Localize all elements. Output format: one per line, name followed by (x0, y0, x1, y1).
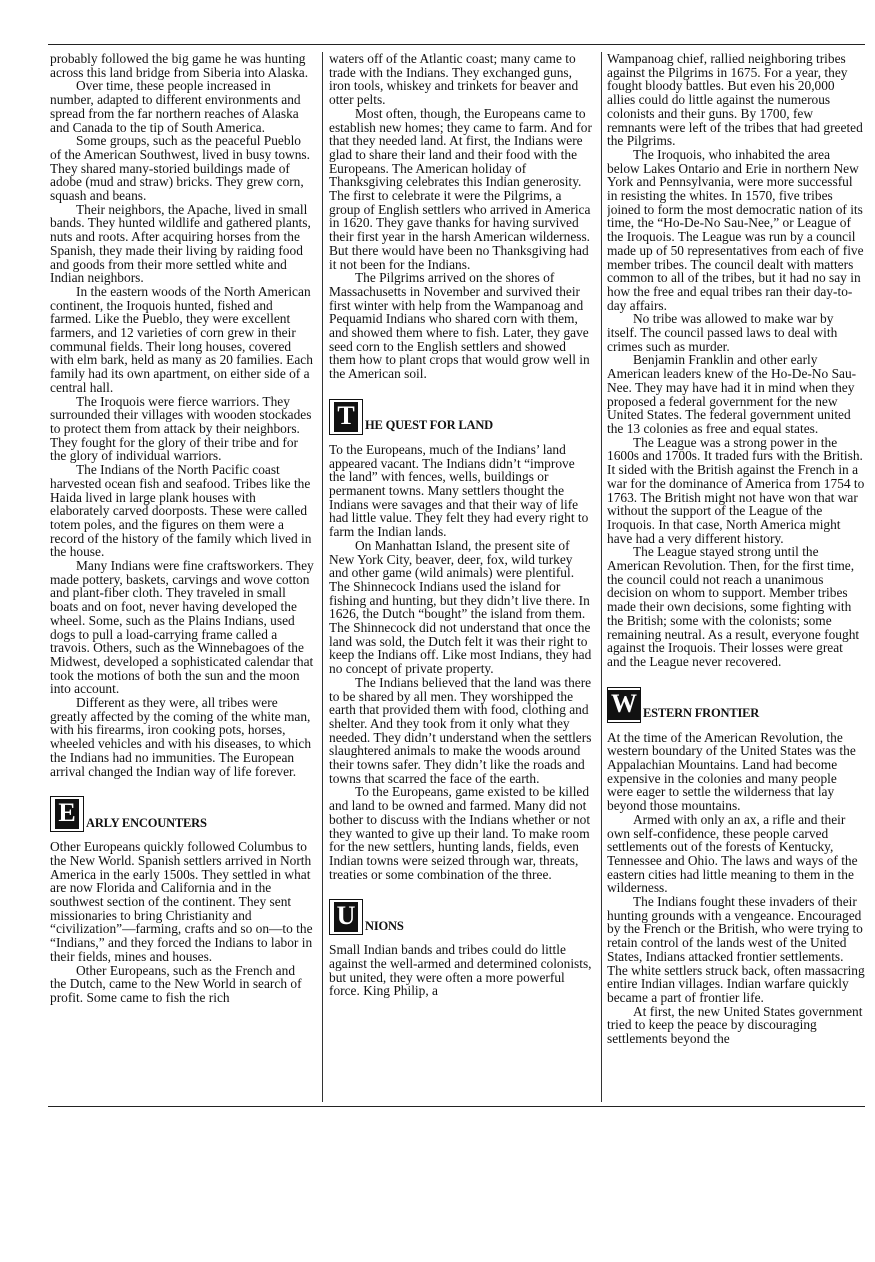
section-heading-text: NIONS (365, 918, 404, 933)
column-3 (607, 52, 865, 1104)
paragraph: The Iroquois were fierce warriors. They surrounded their villages with wooden stockades to protect them from attack by their neighbors. They fought for the glory of their tribe and for the glory of individual warriors. (50, 393, 312, 464)
paragraph: Armed with only an ax, a rifle and their own self-confidence, these people carved settlements out of the forests of Kentucky, Tennessee and Ohio. The laws and ways of the eastern cities had little meaning to them in the wilderness. (607, 811, 858, 896)
paragraph: On Manhattan Island, the present site of New York City, beaver, deer, fox, wild turkey and other game (wild animals) were plentiful. The Shinnecock Indians used the island for fishing and hunting, but they didn’t live there. In 1626, the Dutch “bought” the island from them. The Shinnecock did not understand that once the land was sold, the Dutch felt it was their right to keep the Indians off. Like most Indians, they had no concept of private property. (329, 537, 592, 677)
section-heading-early-encounters (50, 796, 314, 832)
paragraph: The Indians believed that the land was there to be shared by all men. They worshipped the earth that provided them with food, clothing and shelter. And they took from it only what they needed. They didn’t understand when the settlers slaughtered animals to make the woods around their towns safer. They didn’t like the roads and towns that scarred the face of the earth. (329, 674, 592, 786)
drop-cap: T (329, 399, 363, 435)
paragraph: waters off of the Atlantic coast; many came to trade with the Indians. They exchanged guns, iron tools, whiskey and trinkets for beaver and otter pelts. (329, 52, 579, 108)
paragraph: Some groups, such as the peaceful Pueblo of the American Southwest, lived in busy towns. They shared many-storied buildings made of adobe (mud and straw) bricks. They grew corn, squash and beans. (50, 133, 310, 204)
paragraph: The Iroquois, who inhabited the area below Lakes Ontario and Erie in northern New York and Pennsylvania, were more successful in resisting the whites. In 1570, five tribes joined to form the most democratic nation of its time, the “Ho-De-No Sau-Nee,” or League of the Iroquois. The League was run by a council made up of 50 representatives from each of five member tribes. The council dealt with matters common to all of the tribes, but it had no say in how the free and equal tribes ran their day-to-day affairs. (607, 146, 864, 313)
paragraph: The Indians fought these invaders of their hunting grounds with a vengeance. Encouraged by the French or the British, who were trying to retain control of the lands west of the United States, Indians attacked frontier settlements. The white settlers struck back, often massacring entire Indian villages. Indian warfare quickly became a part of frontier life. (607, 894, 865, 1005)
section-heading-text: ESTERN FRONTIER (643, 705, 760, 720)
paragraph: Other Europeans quickly followed Columbus to the New World. Spanish settlers arrived in North America in the early 1500s. They settled in what are now Florida and California and in the southwest section of the continent. They sent missionaries to bring Christianity and “civilization”—farming, crafts and so on—to the “Indians,” and they forced the Indians to labor in their fields, mines and houses. (50, 839, 313, 964)
paragraph: The Pilgrims arrived on the shores of Massachusetts in November and survived their first winter with help from the Wampanoag and Pequamid Indians who shared corn with them, and showed them where to fish. Later, they gave seed corn to the English settlers and showed them how to plant crops that would grow well in the American soil. (329, 270, 590, 382)
paragraph: No tribe was allowed to make war by itself. The council passed laws to deal with crimes such as murder. (607, 311, 838, 354)
column-divider (322, 52, 323, 1102)
drop-cap: W (607, 687, 641, 723)
paragraph: Many Indians were fine craftsworkers. They made pottery, baskets, carvings and wove cotton and plant-fiber cloth. They traveled in small boats and on foot, never having developed the wheel. Some, such as the Plains Indians, used dogs to pull a load-carrying frame called a travois. Others, such as the Winnebagoes of the Midwest, developed a sophisticated calendar that took the motions of both the sun and the moon into account. (50, 558, 314, 697)
bottom-rule (48, 1106, 865, 1107)
paragraph: The League was a strong power in the 1600s and 1700s. It traded furs with the British. It sided with the British against the French in a war for the dominance of America from 1754 to 1763. The British might not have won that war without the support of the League of the Iroquois. In that case, North America might have had a very different history. (607, 434, 865, 546)
paragraph: Benjamin Franklin and other early American leaders knew of the Ho-De-No Sau-Nee. They may have had it in mind when they proposed a federal government for the new United States. The federal government united the 13 colonies as free and equal states. (607, 352, 857, 436)
paragraph: The League stayed strong until the American Revolution. Then, for the first time, the council could not reach a unanimous decision on whom to support. Member tribes made their own decisions, some fighting with the British; some with the colonists; some remaining neutral. As a result, everyone fought against the Iroquois. Their losses were great and the League never recovered. (607, 544, 860, 669)
paragraph: Wampanoag chief, rallied neighboring tribes against the Pilgrims in 1675. For a year, they fought bloody battles. But even his 20,000 allies could do little against the numerous colonists and their guns. By 1700, few remnants were left of the tribes that had greeted the Pilgrims. (607, 52, 863, 149)
paragraph: Most often, though, the Europeans came to establish new homes; they came to farm. And for that they needed land. At first, the Indians were glad to share their land and their food with the Europeans. The American holiday of Thanksgiving celebrates this Indian generosity. The first to celebrate it were the Pilgrims, a group of English settlers who arrived in America in 1620. They gave thanks for having survived their first year in the harsh American wilderness. But there would have been no Thanksgiving had it not been for the Indians. (329, 105, 592, 272)
paragraph: Over time, these people increased in number, adapted to different environments and spread from the far northern reaches of Alaska and Canada to the tip of South America. (50, 78, 301, 135)
section-heading-text: ARLY ENCOUNTERS (86, 815, 207, 830)
column-divider (601, 52, 602, 1102)
section-heading-western-frontier (607, 687, 865, 723)
column-1 (50, 52, 314, 1104)
top-rule (48, 44, 865, 45)
paragraph: To the Europeans, game existed to be killed and land to be owned and farmed. Many did not bother to discuss with the Indians whether or not they wanted to give up their land. To make room for the new settlers, hunting lands, fields, even Indian towns were seized through war, threats, treaties or some combination of the three. (329, 784, 591, 882)
paragraph: Their neighbors, the Apache, lived in small bands. They hunted wildlife and gathered plants, nuts and roots. After acquiring horses from the Spanish, they made their living by raiding food and goods from their more settled white and Indian neighbors. (50, 201, 311, 286)
paragraph: Small Indian bands and tribes could do little against the well-armed and determined colonists, but united, they were often a more powerful force. King Philip, a (329, 942, 592, 999)
paragraph: To the Europeans, much of the Indians’ land appeared vacant. The Indians didn’t “improve the land” with fences, wells, buildings or permanent towns. Many settlers thought the Indians were savages and that their way of life had little value. They felt they had every right to farm the Indian lands. (329, 441, 589, 540)
paragraph: In the eastern woods of the North American continent, the Iroquois hunted, fished and farmed. Like the Pueblo, they were excellent farmers, and 12 varieties of corn grew in their communal fields. Their long houses, covered with elm bark, held as many as 20 families. Each family had its own apartment, on either side of a central hall. (50, 283, 313, 395)
section-heading-unions (329, 899, 593, 935)
paragraph: The Indians of the North Pacific coast harvested ocean fish and seafood. Tribes like the Haida lived in large plank houses with elaborately carved doorposts. These were called totem poles, and the figures on them were a record of the history of the family which lived in the house. (50, 462, 312, 560)
drop-cap: U (329, 899, 363, 935)
paragraph: At the time of the American Revolution, the western boundary of the United States was the Appalachian Mountains. Land had become expensive in the colonies and many people were eager to settle the wilderness that lay beyond those mountains. (607, 729, 856, 814)
section-heading-text: HE QUEST FOR LAND (365, 418, 493, 433)
paragraph: probably followed the big game he was hunting across this land bridge from Siberia into Alaska. (50, 52, 309, 80)
paragraph: At first, the new United States government tried to keep the peace by discouraging settlements beyond the (607, 1003, 863, 1047)
drop-cap: E (50, 796, 84, 832)
column-2 (329, 52, 593, 1104)
section-heading-quest-for-land (329, 399, 593, 435)
paragraph: Different as they were, all tribes were greatly affected by the coming of the white man, with his firearms, iron cooking pots, horses, wheeled vehicles and with his diseases, to which the Indians had no immunities. The European arrival changed the Indian way of life forever. (50, 695, 312, 779)
paragraph: Other Europeans, such as the French and the Dutch, came to the New World in search of profit. Some came to fish the rich (50, 962, 302, 1005)
